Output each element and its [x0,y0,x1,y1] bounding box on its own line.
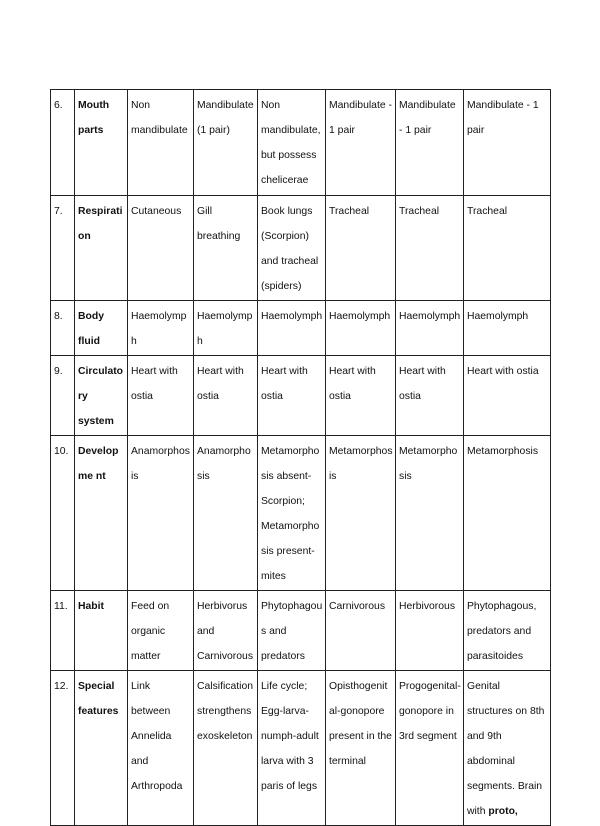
table-cell: Heart with ostia [194,356,258,436]
table-cell: Herbivorus and Carnivorous [194,591,258,671]
cell-text: Genital structures on 8th and 9th abdominal segments. Brain with [467,681,545,817]
row-number: 7. [51,196,75,301]
table-cell: Mandibulate (1 pair) [194,90,258,196]
table-cell: Progogenital-gonopore in 3rd segment [396,671,464,826]
row-parameter: Mouth parts [75,90,128,196]
table-cell: Heart with ostia [326,356,396,436]
table-cell: Haemolymph [258,301,326,356]
table-cell: Carnivorous [326,591,396,671]
row-parameter: Body fluid [75,301,128,356]
comparison-table [50,89,551,826]
row-parameter: Circulatory system [75,356,128,436]
table-cell [464,671,551,826]
table-cell: Mandibulate - 1 pair [396,90,464,196]
table-cell: Metamorphosis [396,436,464,591]
row-number: 11. [51,591,75,671]
table-cell: Opisthogenital-gonopore present in the terminal [326,671,396,826]
table-cell: Non mandibulate, but possess chelicerae [258,90,326,196]
table-cell: Non mandibulate [128,90,194,196]
table-cell: Metamorphosis absent-Scorpion; Metamorphosis present-mites [258,436,326,591]
table-row [51,90,551,196]
table-row [51,301,551,356]
row-parameter: Habit [75,591,128,671]
table-row [51,356,551,436]
table-cell: Cutaneous [128,196,194,301]
table-cell: Herbivorous [396,591,464,671]
table-cell: Heart with ostia [464,356,551,436]
table-cell: Book lungs (Scorpion) and tracheal (spiders) [258,196,326,301]
table-cell: Heart with ostia [258,356,326,436]
table-cell: Haemolymph [128,301,194,356]
table-cell: Feed on organic matter [128,591,194,671]
table-row [51,671,551,826]
table-row [51,196,551,301]
table-cell: Metamorphosis [326,436,396,591]
table-cell: Anamorphosis [194,436,258,591]
table-row [51,436,551,591]
table-cell: Calsification strengthens exoskeleton [194,671,258,826]
table-cell: Metamorphosis [464,436,551,591]
table-cell: Phytophagous and predators [258,591,326,671]
table-cell: Heart with ostia [128,356,194,436]
row-parameter: Special features [75,671,128,826]
table-cell: Gill breathing [194,196,258,301]
table-row [51,591,551,671]
table-cell: Haemolymph [194,301,258,356]
table-cell: Mandibulate - 1 pair [326,90,396,196]
table-cell: Heart with ostia [396,356,464,436]
row-number: 8. [51,301,75,356]
table-cell: Tracheal [464,196,551,301]
row-parameter: Developme nt [75,436,128,591]
row-number: 9. [51,356,75,436]
table-cell: Haemolymph [396,301,464,356]
table-cell: Haemolymph [326,301,396,356]
table-cell: Phytophagous, predators and parasitoides [464,591,551,671]
bold-term: proto, [488,806,518,817]
table-cell: Link between Annelida and Arthropoda [128,671,194,826]
table-cell: Life cycle; Egg-larva-numph-adult larva with 3 paris of legs [258,671,326,826]
table-cell: Tracheal [396,196,464,301]
row-number: 12. [51,671,75,826]
row-parameter: Respiration [75,196,128,301]
table-cell: Haemolymph [464,301,551,356]
table-cell: Tracheal [326,196,396,301]
table-cell: Mandibulate - 1 pair [464,90,551,196]
table-cell: Anamorphosis [128,436,194,591]
row-number: 10. [51,436,75,591]
row-number: 6. [51,90,75,196]
